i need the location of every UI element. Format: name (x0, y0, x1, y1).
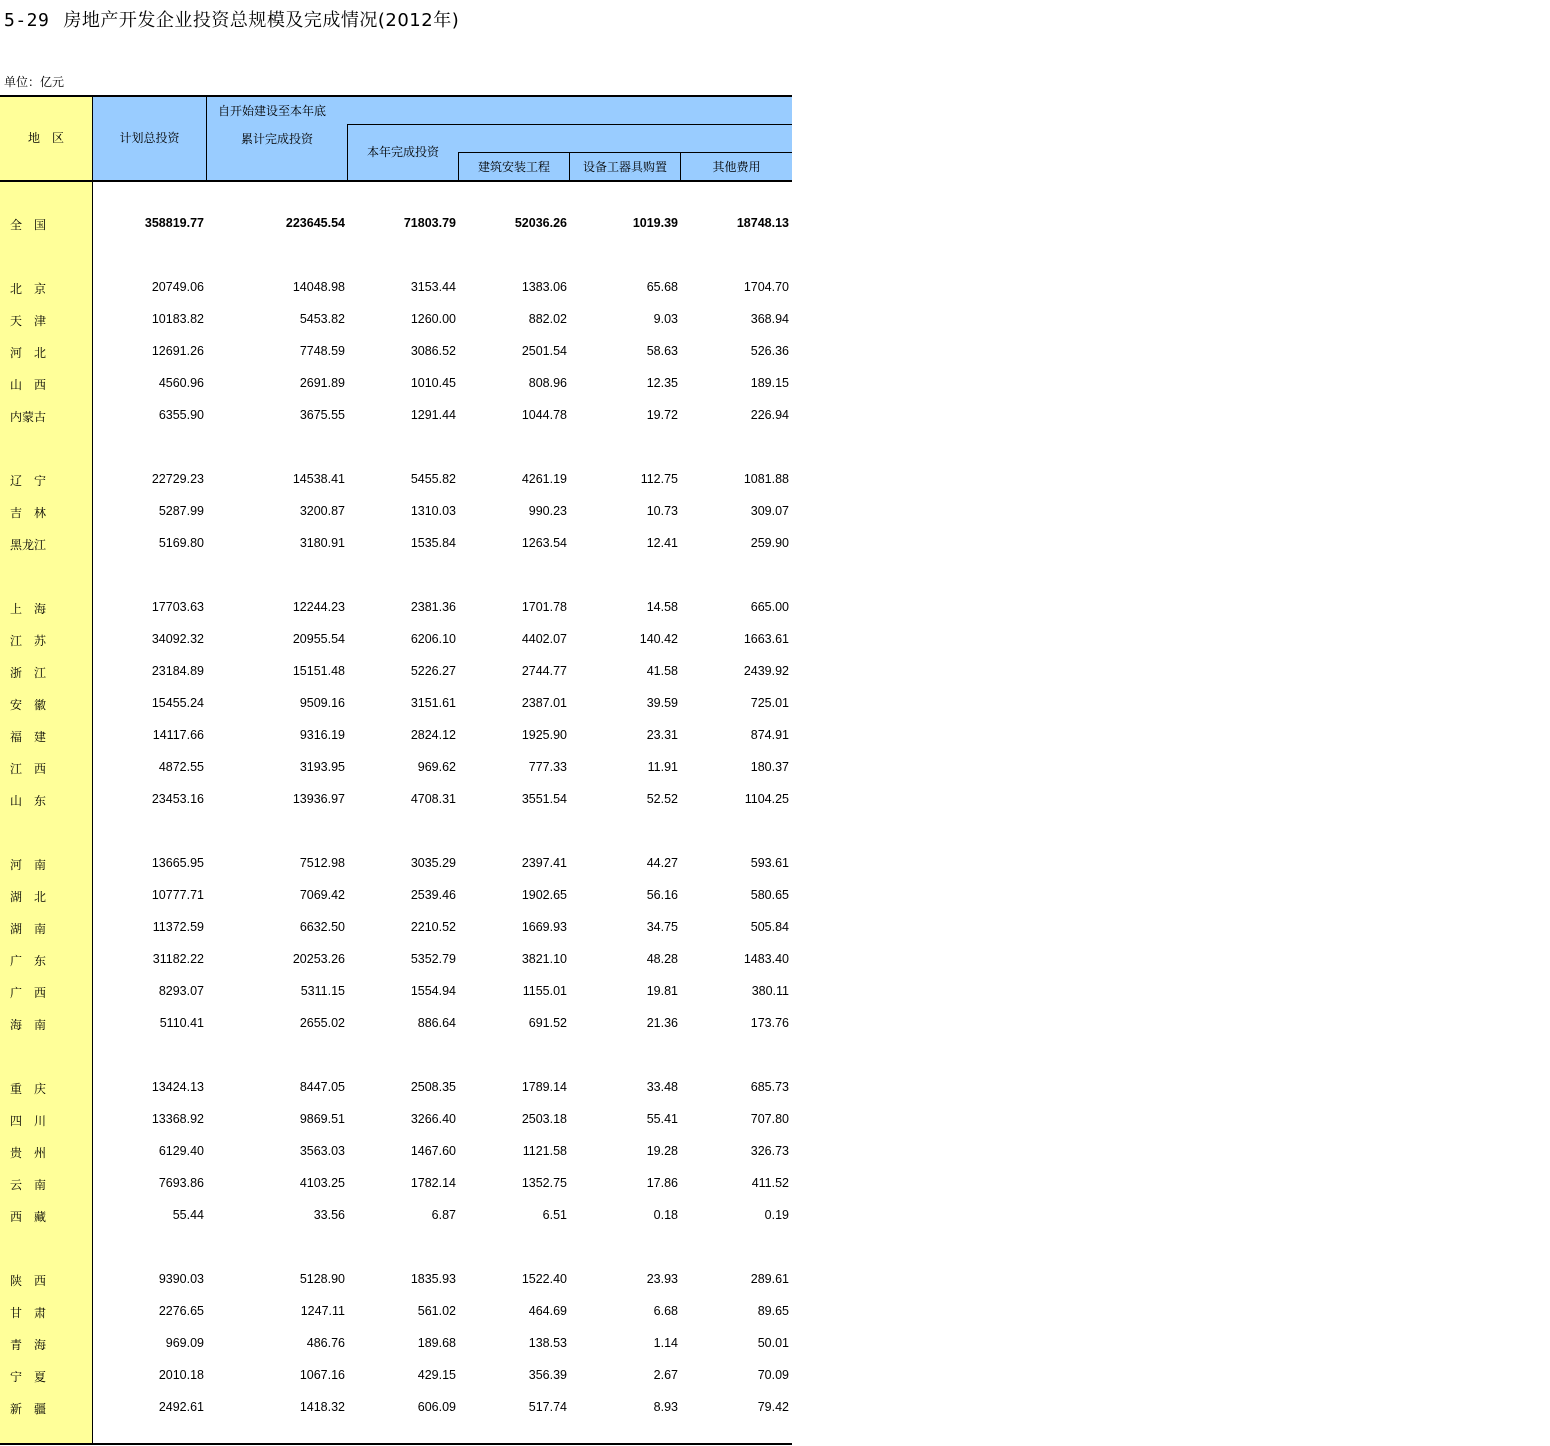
region-name: 陕 西 (10, 1274, 47, 1288)
this-year-value: 1554.94 (410, 984, 456, 998)
region-name: 福 建 (10, 730, 47, 744)
header-equipment: 设备工器具购置 (582, 160, 667, 174)
table-row (0, 758, 792, 778)
construction-value: 464.69 (528, 1304, 567, 1318)
other-value: 411.52 (751, 1176, 789, 1190)
equipment-value: 14.58 (646, 600, 678, 614)
construction-value: 882.02 (528, 312, 567, 326)
construction-value: 1902.65 (521, 888, 567, 902)
construction-value: 1383.06 (521, 280, 567, 294)
construction-value: 1121.58 (522, 1144, 567, 1158)
other-value: 289.61 (750, 1272, 789, 1286)
planned-total-value: 13424.13 (151, 1080, 204, 1094)
this-year-value: 1010.45 (410, 376, 456, 390)
construction-value: 1701.78 (521, 600, 567, 614)
region-name: 山 西 (10, 378, 47, 392)
table-row (0, 310, 792, 330)
other-value: 50.01 (757, 1336, 789, 1350)
planned-total-value: 2276.65 (158, 1304, 204, 1318)
this-year-value: 1535.84 (410, 536, 456, 550)
cumulative-value: 3563.03 (299, 1144, 345, 1158)
unit-label: 单位：亿元 (4, 75, 65, 89)
cumulative-value: 20253.26 (292, 952, 345, 966)
construction-value: 3821.10 (521, 952, 567, 966)
equipment-value: 9.03 (653, 312, 678, 326)
planned-total-value: 15455.24 (151, 696, 204, 710)
other-value: 580.65 (750, 888, 789, 902)
other-value: 874.91 (750, 728, 789, 742)
this-year-value: 3266.40 (410, 1112, 456, 1126)
equipment-value: 19.81 (646, 984, 678, 998)
region-name: 江 苏 (10, 634, 47, 648)
planned-total-value: 8293.07 (158, 984, 204, 998)
construction-value: 3551.54 (521, 792, 567, 806)
construction-value: 1789.14 (521, 1080, 567, 1094)
cumulative-value: 7512.98 (299, 856, 345, 870)
this-year-value: 2381.36 (410, 600, 456, 614)
table-number: 5-29 (4, 10, 50, 31)
planned-total-value: 20749.06 (151, 280, 204, 294)
equipment-value: 17.86 (646, 1176, 678, 1190)
this-year-value: 429.15 (417, 1368, 456, 1382)
region-name: 甘 肃 (10, 1306, 47, 1320)
this-year-value: 886.64 (417, 1016, 456, 1030)
equipment-value: 19.28 (646, 1144, 678, 1158)
planned-total-value: 358819.77 (144, 216, 204, 230)
cumulative-value: 2655.02 (299, 1016, 345, 1030)
cumulative-value: 9509.16 (299, 696, 345, 710)
other-value: 368.94 (750, 312, 789, 326)
other-value: 326.73 (750, 1144, 789, 1158)
cumulative-value: 9316.19 (299, 728, 345, 742)
other-value: 505.84 (750, 920, 789, 934)
other-value: 180.37 (750, 760, 789, 774)
this-year-value: 4708.31 (410, 792, 456, 806)
region-name: 全 国 (10, 218, 47, 232)
other-value: 0.19 (764, 1208, 789, 1222)
equipment-value: 48.28 (646, 952, 678, 966)
equipment-value: 19.72 (646, 408, 678, 422)
cumulative-value: 2691.89 (299, 376, 345, 390)
region-name: 云 南 (10, 1178, 47, 1192)
this-year-value: 5455.82 (410, 472, 456, 486)
region-name: 黑龙江 (10, 538, 47, 552)
other-value: 259.90 (750, 536, 789, 550)
this-year-value: 3086.52 (410, 344, 456, 358)
table-row (0, 1334, 792, 1354)
table-row (0, 470, 792, 490)
region-name: 广 东 (10, 954, 47, 968)
this-year-value: 1310.03 (410, 504, 456, 518)
equipment-value: 39.59 (646, 696, 678, 710)
planned-total-value: 4560.96 (158, 376, 204, 390)
construction-value: 990.23 (528, 504, 567, 518)
region-name: 山 东 (10, 794, 47, 808)
region-name: 吉 林 (10, 506, 47, 520)
table-row (0, 1110, 792, 1130)
construction-value: 4261.19 (521, 472, 567, 486)
table-row (0, 1078, 792, 1098)
table-row (0, 790, 792, 810)
cumulative-value: 20955.54 (292, 632, 345, 646)
construction-value: 2387.01 (521, 696, 567, 710)
region-name: 北 京 (10, 282, 47, 296)
table-row (0, 278, 792, 298)
other-value: 593.61 (750, 856, 789, 870)
planned-total-value: 13368.92 (151, 1112, 204, 1126)
planned-total-value: 4872.55 (158, 760, 204, 774)
region-name: 贵 州 (10, 1146, 47, 1160)
table-row (0, 886, 792, 906)
planned-total-value: 12691.26 (151, 344, 204, 358)
other-value: 309.07 (750, 504, 789, 518)
this-year-value: 6206.10 (410, 632, 456, 646)
equipment-value: 2.67 (653, 1368, 678, 1382)
equipment-value: 112.75 (640, 472, 678, 486)
other-value: 1483.40 (743, 952, 789, 966)
planned-total-value: 6355.90 (158, 408, 204, 422)
other-value: 1104.25 (744, 792, 789, 806)
region-name: 广 西 (10, 986, 47, 1000)
construction-value: 1352.75 (521, 1176, 567, 1190)
region-name: 天 津 (10, 314, 47, 328)
planned-total-value: 5110.41 (159, 1016, 204, 1030)
cumulative-value: 15151.48 (292, 664, 345, 678)
cumulative-value: 7069.42 (299, 888, 345, 902)
planned-total-value: 23453.16 (151, 792, 204, 806)
cumulative-value: 3200.87 (299, 504, 345, 518)
table-row (0, 534, 792, 554)
cumulative-value: 5453.82 (299, 312, 345, 326)
this-year-value: 2824.12 (410, 728, 456, 742)
planned-total-value: 10777.71 (151, 888, 204, 902)
planned-total-value: 6129.40 (158, 1144, 204, 1158)
construction-value: 52036.26 (514, 216, 567, 230)
cumulative-value: 33.56 (313, 1208, 345, 1222)
table-row (0, 950, 792, 970)
region-name: 内蒙古 (10, 410, 47, 424)
construction-value: 6.51 (542, 1208, 567, 1222)
equipment-value: 41.58 (646, 664, 678, 678)
table-row (0, 1014, 792, 1034)
header-region: 地 区 (27, 131, 64, 145)
table-row (0, 342, 792, 362)
equipment-value: 12.35 (646, 376, 678, 390)
table-row (0, 1174, 792, 1194)
equipment-value: 1.14 (653, 1336, 678, 1350)
table-row-national (0, 214, 792, 234)
table-row (0, 598, 792, 618)
header-construction: 建筑安装工程 (477, 160, 550, 174)
equipment-value: 6.68 (653, 1304, 678, 1318)
other-value: 18748.13 (736, 216, 789, 230)
other-value: 226.94 (750, 408, 789, 422)
planned-total-value: 11372.59 (152, 920, 204, 934)
planned-total-value: 2492.61 (158, 1400, 204, 1414)
cumulative-value: 1418.32 (299, 1400, 345, 1414)
header-planned-total: 计划总投资 (119, 131, 180, 145)
table-row (0, 502, 792, 522)
planned-total-value: 969.09 (165, 1336, 204, 1350)
cumulative-value: 3675.55 (299, 408, 345, 422)
cumulative-value: 5128.90 (299, 1272, 345, 1286)
this-year-value: 1782.14 (410, 1176, 456, 1190)
planned-total-value: 5287.99 (158, 504, 204, 518)
planned-total-value: 10183.82 (151, 312, 204, 326)
this-year-value: 3153.44 (410, 280, 456, 294)
construction-value: 1155.01 (522, 984, 567, 998)
cumulative-value: 14538.41 (292, 472, 345, 486)
region-name: 河 南 (10, 858, 47, 872)
equipment-value: 1019.39 (632, 216, 678, 230)
region-name: 西 藏 (10, 1210, 47, 1224)
table-row (0, 374, 792, 394)
equipment-value: 44.27 (646, 856, 678, 870)
this-year-value: 5226.27 (410, 664, 456, 678)
construction-value: 1044.78 (521, 408, 567, 422)
other-value: 189.15 (750, 376, 789, 390)
region-name: 青 海 (10, 1338, 47, 1352)
cumulative-value: 9869.51 (299, 1112, 345, 1126)
this-year-value: 3035.29 (410, 856, 456, 870)
construction-value: 356.39 (528, 1368, 567, 1382)
cumulative-value: 13936.97 (292, 792, 345, 806)
cumulative-value: 14048.98 (292, 280, 345, 294)
construction-value: 517.74 (528, 1400, 567, 1414)
table-row (0, 1366, 792, 1386)
cumulative-value: 5311.15 (300, 984, 345, 998)
construction-value: 1669.93 (521, 920, 567, 934)
cumulative-value: 6632.50 (299, 920, 345, 934)
cumulative-value: 8447.05 (299, 1080, 345, 1094)
this-year-value: 71803.79 (403, 216, 456, 230)
region-name: 湖 北 (10, 890, 47, 904)
table-row (0, 1142, 792, 1162)
table-row (0, 726, 792, 746)
equipment-value: 56.16 (646, 888, 678, 902)
equipment-value: 58.63 (646, 344, 678, 358)
this-year-value: 561.02 (417, 1304, 456, 1318)
table-row (0, 982, 792, 1002)
construction-value: 2503.18 (521, 1112, 567, 1126)
other-value: 725.01 (750, 696, 789, 710)
other-value: 89.65 (757, 1304, 789, 1318)
this-year-value: 1467.60 (410, 1144, 456, 1158)
construction-value: 1925.90 (521, 728, 567, 742)
this-year-value: 5352.79 (410, 952, 456, 966)
construction-value: 2501.54 (521, 344, 567, 358)
planned-total-value: 14117.66 (152, 728, 204, 742)
planned-total-value: 9390.03 (158, 1272, 204, 1286)
region-name: 重 庆 (10, 1082, 47, 1096)
planned-total-value: 2010.18 (158, 1368, 204, 1382)
region-name: 湖 南 (10, 922, 47, 936)
this-year-value: 2539.46 (410, 888, 456, 902)
region-name: 安 徽 (10, 698, 47, 712)
table-row (0, 662, 792, 682)
other-value: 526.36 (750, 344, 789, 358)
cumulative-value: 223645.54 (285, 216, 345, 230)
equipment-value: 33.48 (646, 1080, 678, 1094)
construction-value: 1522.40 (521, 1272, 567, 1286)
construction-value: 2744.77 (521, 664, 567, 678)
equipment-value: 8.93 (653, 1400, 678, 1414)
this-year-value: 3151.61 (410, 696, 456, 710)
table-row (0, 1270, 792, 1290)
planned-total-value: 55.44 (172, 1208, 204, 1222)
this-year-value: 1260.00 (410, 312, 456, 326)
this-year-value: 2210.52 (410, 920, 456, 934)
construction-value: 138.53 (528, 1336, 567, 1350)
header-cumulative: 累计完成投资 (240, 132, 313, 146)
header-since-start: 自开始建设至本年底 (218, 104, 327, 118)
construction-value: 2397.41 (521, 856, 567, 870)
cumulative-value: 7748.59 (299, 344, 345, 358)
other-value: 173.76 (750, 1016, 789, 1030)
table-row (0, 1206, 792, 1226)
region-name: 海 南 (10, 1018, 47, 1032)
this-year-value: 6.87 (431, 1208, 456, 1222)
this-year-value: 1835.93 (410, 1272, 456, 1286)
planned-total-value: 17703.63 (151, 600, 204, 614)
equipment-value: 11.91 (647, 760, 678, 774)
other-value: 665.00 (750, 600, 789, 614)
other-value: 1663.61 (743, 632, 789, 646)
region-name: 江 西 (10, 762, 47, 776)
equipment-value: 0.18 (653, 1208, 678, 1222)
equipment-value: 55.41 (646, 1112, 678, 1126)
cumulative-value: 3193.95 (299, 760, 345, 774)
planned-total-value: 23184.89 (151, 664, 204, 678)
region-name: 辽 宁 (10, 474, 47, 488)
region-name: 浙 江 (10, 666, 47, 680)
table-title-text: 房地产开发企业投资总规模及完成情况(2012年) (63, 10, 460, 31)
table-row (0, 694, 792, 714)
planned-total-value: 34092.32 (151, 632, 204, 646)
table-row (0, 1398, 792, 1418)
table-row (0, 630, 792, 650)
planned-total-value: 22729.23 (151, 472, 204, 486)
table-row (0, 406, 792, 426)
this-year-value: 1291.44 (410, 408, 456, 422)
other-value: 380.11 (751, 984, 789, 998)
table-row (0, 1302, 792, 1322)
equipment-value: 52.52 (646, 792, 678, 806)
table-row (0, 854, 792, 874)
other-value: 1704.70 (743, 280, 789, 294)
region-name: 宁 夏 (10, 1370, 47, 1384)
cumulative-value: 12244.23 (292, 600, 345, 614)
equipment-value: 65.68 (646, 280, 678, 294)
other-value: 70.09 (757, 1368, 789, 1382)
construction-value: 691.52 (528, 1016, 567, 1030)
region-name: 新 疆 (10, 1402, 47, 1416)
equipment-value: 23.31 (646, 728, 678, 742)
equipment-value: 12.41 (646, 536, 678, 550)
other-value: 2439.92 (743, 664, 789, 678)
this-year-value: 189.68 (417, 1336, 456, 1350)
other-value: 1081.88 (743, 472, 789, 486)
equipment-value: 140.42 (639, 632, 678, 646)
this-year-value: 969.62 (417, 760, 456, 774)
other-value: 707.80 (750, 1112, 789, 1126)
region-name: 四 川 (10, 1114, 47, 1128)
planned-total-value: 13665.95 (151, 856, 204, 870)
table-row (0, 918, 792, 938)
construction-value: 777.33 (528, 760, 567, 774)
construction-value: 1263.54 (521, 536, 567, 550)
planned-total-value: 31182.22 (152, 952, 204, 966)
equipment-value: 23.93 (646, 1272, 678, 1286)
planned-total-value: 7693.86 (158, 1176, 204, 1190)
cumulative-value: 486.76 (306, 1336, 345, 1350)
cumulative-value: 4103.25 (299, 1176, 345, 1190)
this-year-value: 2508.35 (410, 1080, 456, 1094)
cumulative-value: 1247.11 (300, 1304, 345, 1318)
equipment-value: 34.75 (646, 920, 678, 934)
equipment-value: 21.36 (646, 1016, 678, 1030)
construction-value: 808.96 (528, 376, 567, 390)
region-name: 上 海 (10, 602, 47, 616)
other-value: 79.42 (757, 1400, 789, 1414)
cumulative-value: 3180.91 (299, 536, 345, 550)
construction-value: 4402.07 (521, 632, 567, 646)
cumulative-value: 1067.16 (299, 1368, 345, 1382)
header-other: 其他费用 (712, 160, 761, 174)
region-name: 河 北 (10, 346, 47, 360)
planned-total-value: 5169.80 (158, 536, 204, 550)
other-value: 685.73 (750, 1080, 789, 1094)
header-this-year: 本年完成投资 (366, 145, 439, 159)
equipment-value: 10.73 (646, 504, 678, 518)
this-year-value: 606.09 (417, 1400, 456, 1414)
